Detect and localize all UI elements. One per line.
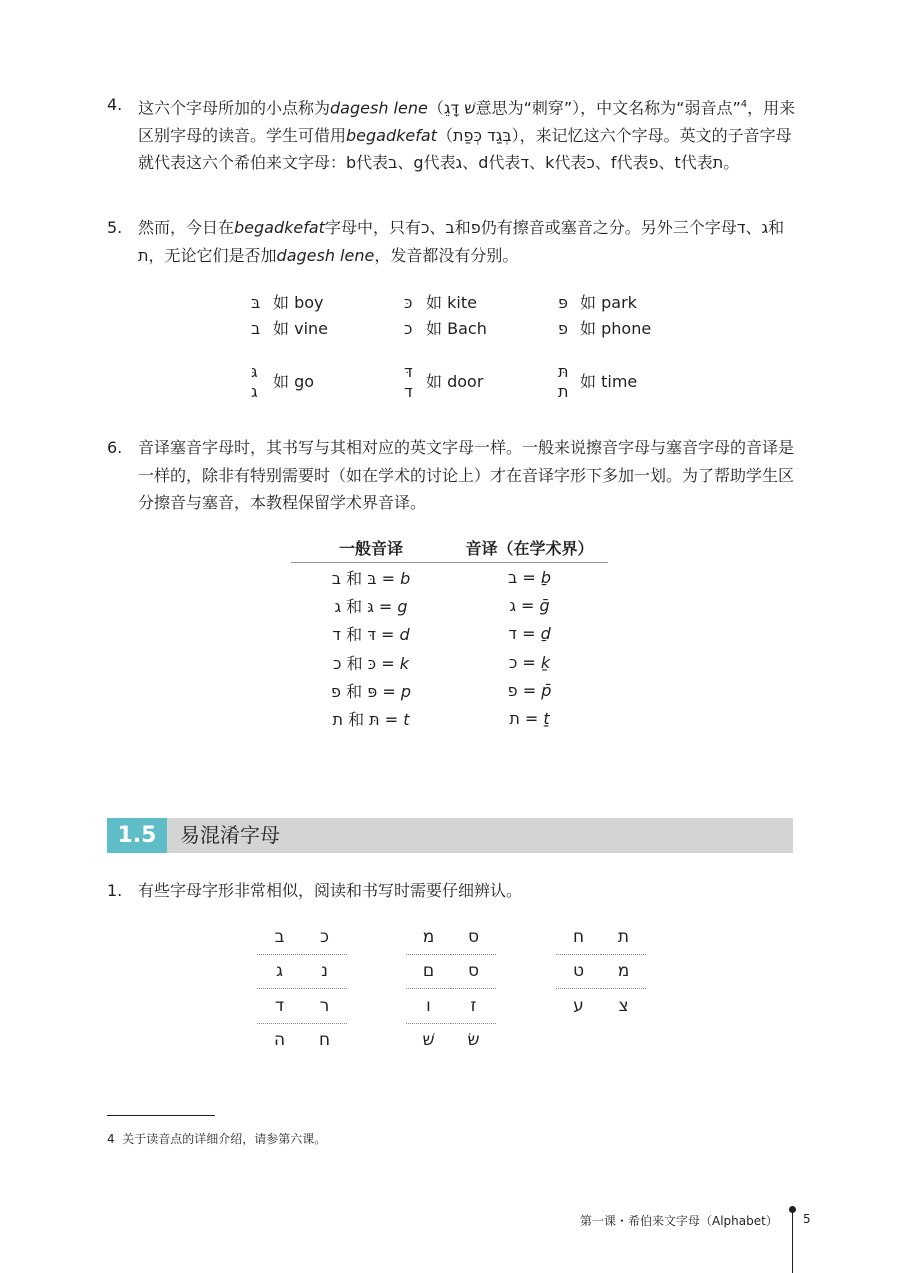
hebrew-letter: ג [251,382,258,401]
footnote-text: 关于读音点的详细介绍，请参第六课。 [122,1132,327,1146]
academic-translit: ṯ [543,709,550,729]
hebrew-letter: ב [251,319,261,338]
general-translit: b [400,568,411,588]
footer-rule [792,1210,793,1273]
hebrew-letter: ד [257,989,302,1024]
hebrew-letter: ע [573,995,584,1016]
english-example: phone [601,319,652,338]
list-item-4 [107,91,797,177]
item5-text-3: ，发音都没有分别。 [374,245,519,265]
fricative-letter: ב [331,568,342,588]
term-dagesh-lene: dagesh lene [330,98,428,118]
fricative-letter: ג [509,595,516,615]
section-title: 易混淆字母 [180,823,280,847]
table-row: כ 和 כּ = k כ = ḵ [333,652,551,673]
item4-text-6: ），来记忆这六个字母。英文的子音字母就代表这六个希伯来文字母：b代表ב、g代表ג、d代表ד、k代表כ、f代表פ、t代表ת。 [138,125,792,173]
hebrew-letter: ת [558,382,569,401]
english-example: door [447,372,484,391]
hebrew-letter: נ [302,954,347,989]
and-label: 和 [346,568,363,588]
general-translit: p [400,681,411,701]
item1-text: 有些字母字形非常相似，阅读和书写时需要仔细辨认。 [138,881,523,900]
fricative-letter: ב [508,567,518,587]
table-row: ג 和 גּ = g ג = ḡ [334,595,550,616]
footnote-number: 4 [107,1132,115,1146]
hebrew-letter: תּ [558,362,569,381]
general-translit: d [399,625,410,645]
running-footer: 第一课・希伯来文字母（Alphabet） [580,1214,778,1228]
item5-text-1: 然而，今日在 [138,218,235,237]
pron-pair-stacked [558,362,637,402]
academic-translit: ḵ [540,652,551,672]
fricative-letter: כ [333,653,342,673]
stop-letter: גּ [367,596,374,616]
confusable-group-2 [406,920,496,1057]
item4-text-4: ，用来区别字母的读音。学生可借用 [138,98,796,145]
stop-letter: כּ [367,653,377,673]
ru-label: 如 [426,372,443,391]
letter-pair-row [556,989,646,1023]
pron-pair-stacked [251,362,314,402]
and-label: 和 [346,596,363,616]
item-number: 6. [107,438,123,457]
fricative-letter: ג [334,596,342,616]
hebrew-letter: מ [601,954,646,989]
general-translit: t [403,710,410,730]
ru-label: 如 [273,319,290,338]
hebrew-letter: פ [558,319,568,338]
letter-pair-row [556,954,646,989]
list-item-6 [107,434,797,517]
transliteration-table [291,532,608,733]
footnote [107,1130,326,1147]
stop-letter: פּ [367,681,378,701]
letter-pair-row [257,954,347,989]
pron-pair [404,290,477,313]
hebrew-letter: ב [257,920,302,954]
hebrew-letter: ד [404,382,413,401]
fricative-letter: ד [508,624,517,644]
table-row: ד 和 דּ = d ד = ḏ [332,624,551,645]
hebrew-letter: מ [406,920,451,954]
hebrew-letter: ג [257,954,302,989]
hebrew-letter: ו [406,989,451,1024]
item-number: 5. [107,218,123,237]
letter-pair-row [406,954,496,989]
fricative-letter: ד [332,625,342,645]
ru-label: 如 [426,319,443,338]
page-number: 5 [803,1212,811,1226]
fricative-letter: כ [508,652,518,672]
hebrew-letter: ט [556,954,601,989]
ru-label: 如 [580,372,597,391]
english-example: Bach [447,319,487,338]
general-translit: k [399,653,409,673]
hebrew-letter: ז [451,989,496,1024]
item-number: 4. [107,95,123,114]
term-begadkefat: begadkefat [234,218,325,237]
footnote-divider [107,1115,215,1116]
hebrew-letter: בּ [251,293,261,312]
hebrew-letter: דּ [404,362,413,381]
pron-pair [558,290,637,313]
letter-pair-row [556,920,646,954]
academic-translit: p̄ [541,680,552,700]
fricative-letter: ת [509,709,520,729]
pron-pair-stacked [404,362,483,402]
confusable-group-3 [556,920,646,1023]
letter-pair-row [406,989,496,1024]
hebrew-letter: כ [302,920,347,954]
academic-translit: ḡ [539,595,550,615]
hebrew-letter: ה [273,1030,286,1051]
ru-label: 如 [426,293,443,312]
ru-label: 如 [580,319,597,338]
academic-translit: ḇ [540,567,551,587]
letter-pair-row [406,920,496,954]
english-example: boy [294,293,324,312]
pron-pair [558,316,651,339]
hebrew-letter: ם [406,954,451,989]
item6-text: 音译塞音字母时，其书写与其相对应的英文字母一样。一般来说擦音字母与塞音字母的音译是一样的，除非有特别需要时（如在学术的讨论上）才在音译字形下多加一划。为了帮助学生区分擦音与塞音，本教程保留学术界音译。 [138,438,795,512]
term-dagesh-lene: dagesh lene [276,245,375,265]
table-header-row [291,532,608,563]
ru-label: 如 [273,293,290,312]
letter-pair-row [257,1023,347,1057]
hebrew-letter: כ [404,319,413,338]
english-example: time [601,372,638,391]
hebrew-letter: כּ [404,293,413,312]
academic-translit: ḏ [540,624,551,644]
section-heading [107,818,793,853]
english-example: go [294,372,315,391]
fricative-letter: ת [332,710,343,730]
stop-letter: תּ [369,710,380,730]
header-academic: 音译（在学术界） [451,532,608,563]
hebrew-letter: שׁ [422,1030,435,1051]
item4-text-3: 意思为“刺穿”），中文名称为“弱音点” [475,98,741,118]
hebrew-letter: ס [451,920,496,954]
stop-letter: בּ [367,568,377,588]
hebrew-letter: ר [302,989,347,1024]
hebrew-letter: ת [601,920,646,954]
fricative-letter: פ [507,680,518,700]
section-number: 1.5 [107,818,167,853]
table-row: ת 和 תּ = t ת = ṯ [332,709,550,730]
and-label: 和 [348,710,365,730]
letter-pair-row [257,920,347,954]
table-row: ב 和 בּ = b ב = ḇ [331,567,551,588]
fricative-letter: פ [331,681,342,701]
item5-text-2: 字母中，只有ב、כ和פ仍有擦音或塞音之分。另外三个字母ג、ד和ת，无论它们是否加 [138,218,785,265]
and-label: 和 [346,653,363,673]
stop-letter: דּ [367,625,376,645]
confusable-group-1 [257,920,347,1057]
hebrew-letter: ח [318,1030,331,1051]
letter-pair-row [406,1023,496,1057]
hebrew-letter: גּ [251,362,258,381]
and-label: 和 [346,681,363,701]
pron-pair [251,316,328,339]
list-item-1 [107,877,797,905]
english-example: vine [294,319,329,338]
footnote-ref[interactable]: 4 [740,99,748,110]
item4-text-5: （ [436,125,453,145]
list-item-5 [107,214,797,269]
hebrew-letter: פּ [558,293,568,312]
hebrew-word-dagesh: שׁ דָּגֵ [443,98,476,118]
term-begadkefat: begadkefat [346,125,437,145]
item4-text-1: 这六个字母所加的小点称为 [138,98,331,118]
hebrew-phrase-begadkefat: בְּגַד כְּפַת [452,125,512,145]
hebrew-letter: שׂ [467,1030,480,1051]
item4-text-2: （ [427,98,444,118]
english-example: kite [447,293,477,312]
ru-label: 如 [273,372,290,391]
table-row: פ 和 פּ = p פ = p̄ [331,680,552,701]
hebrew-letter: צ [618,995,629,1016]
ru-label: 如 [580,293,597,312]
and-label: 和 [346,625,363,645]
hebrew-letter: ס [451,954,496,989]
header-general: 一般音译 [291,532,451,563]
general-translit: g [397,596,408,616]
hebrew-letter: ח [556,920,601,954]
letter-pair-row [257,989,347,1024]
pron-pair [404,316,487,339]
english-example: park [601,293,637,312]
item-number: 1. [107,881,123,900]
pron-pair [251,290,324,313]
